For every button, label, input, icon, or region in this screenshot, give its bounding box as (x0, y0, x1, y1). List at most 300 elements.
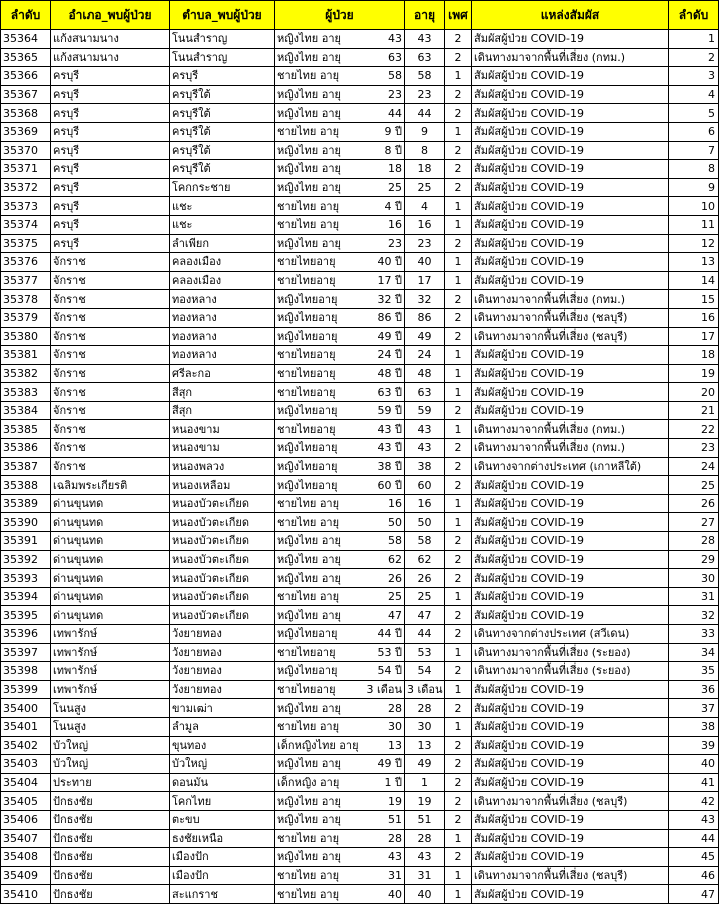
amphoe-cell: ด่านขุนทด (51, 606, 170, 625)
patient-age-text: 49 ปี (377, 757, 402, 771)
amphoe-cell: จักราช (51, 420, 170, 439)
seq-cell: 6 (669, 122, 719, 141)
tambon-cell: ครบุรี (170, 67, 275, 86)
tambon-cell: แชะ (170, 215, 275, 234)
sex-cell: 2 (445, 234, 472, 253)
age-cell: 19 (405, 792, 445, 811)
sex-cell: 2 (445, 141, 472, 160)
sex-cell: 1 (445, 215, 472, 234)
header-row (1, 1, 719, 30)
case-id-cell: 35401 (1, 717, 51, 736)
seq-cell: 32 (669, 606, 719, 625)
table-row (1, 829, 719, 848)
amphoe-cell: จักราช (51, 308, 170, 327)
tambon-cell: หนองขาม (170, 420, 275, 439)
sex-cell: 2 (445, 606, 472, 625)
patient-cell (275, 494, 405, 513)
seq-cell: 33 (669, 625, 719, 644)
tambon-cell: วังยายทอง (170, 643, 275, 662)
patient-label: หญิงไทยอายุ (277, 311, 338, 325)
patient-cell (275, 829, 405, 848)
patient-cell (275, 383, 405, 402)
patient-age-text: 16 (388, 218, 402, 232)
sex-cell: 2 (445, 104, 472, 123)
table-row (1, 550, 719, 569)
case-id-cell: 35406 (1, 810, 51, 829)
age-cell: 4 (405, 197, 445, 216)
sex-cell: 2 (445, 308, 472, 327)
seq-cell: 17 (669, 327, 719, 346)
tambon-cell: หนองบัวตะเกียด (170, 606, 275, 625)
sex-cell: 1 (445, 383, 472, 402)
source-cell: สัมผัสผู้ป่วย COVID-19 (472, 532, 669, 551)
tambon-cell: หนองขาม (170, 439, 275, 458)
table-row (1, 160, 719, 179)
patient-label: หญิงไทย อายุ (277, 88, 341, 102)
sex-cell: 2 (445, 30, 472, 49)
patient-age-text: 53 ปี (377, 645, 402, 659)
age-cell: 25 (405, 178, 445, 197)
source-cell: เดินทางมาจากพื้นที่เสี่ยง (ชลบุรี) (472, 327, 669, 346)
source-cell: สัมผัสผู้ป่วย COVID-19 (472, 476, 669, 495)
source-cell: สัมผัสผู้ป่วย COVID-19 (472, 885, 669, 904)
source-cell: สัมผัสผู้ป่วย COVID-19 (472, 513, 669, 532)
case-id-cell: 35370 (1, 141, 51, 160)
amphoe-cell: แก้งสนามนาง (51, 30, 170, 49)
sex-cell: 2 (445, 178, 472, 197)
patient-cell (275, 476, 405, 495)
sex-cell: 2 (445, 85, 472, 104)
case-id-cell: 35392 (1, 550, 51, 569)
amphoe-cell: ปักธงชัย (51, 792, 170, 811)
tambon-cell: ขามเฒ่า (170, 699, 275, 718)
age-cell: 32 (405, 290, 445, 309)
table-row (1, 717, 719, 736)
patient-age-text: 23 (388, 88, 402, 102)
case-id-cell: 35379 (1, 308, 51, 327)
patient-label: หญิงไทย อายุ (277, 534, 341, 548)
amphoe-cell: ครบุรี (51, 160, 170, 179)
tambon-cell: ครบุรีใต้ (170, 141, 275, 160)
case-id-cell: 35389 (1, 494, 51, 513)
case-id-cell: 35367 (1, 85, 51, 104)
amphoe-cell: จักราช (51, 439, 170, 458)
patient-age-text: 13 (388, 738, 402, 752)
patient-age-text: 38 ปี (377, 459, 402, 473)
source-cell: สัมผัสผู้ป่วย COVID-19 (472, 160, 669, 179)
patient-label: หญิงไทย อายุ (277, 106, 341, 120)
tambon-cell: หนองบัวตะเกียด (170, 550, 275, 569)
sex-cell: 2 (445, 550, 472, 569)
table-row (1, 215, 719, 234)
patient-label: หญิงไทยอายุ (277, 404, 338, 418)
patient-age-text: 63 ปี (377, 385, 402, 399)
case-id-cell: 35364 (1, 30, 51, 49)
age-cell: 24 (405, 346, 445, 365)
patient-cell (275, 810, 405, 829)
tambon-cell: หนองบัวตะเกียด (170, 494, 275, 513)
sex-cell: 1 (445, 122, 472, 141)
patient-label: ชายไทย อายุ (277, 720, 340, 734)
age-cell: 13 (405, 736, 445, 755)
patient-label: หญิงไทยอายุ (277, 478, 338, 492)
case-id-cell: 35396 (1, 625, 51, 644)
sex-cell: 2 (445, 569, 472, 588)
patient-cell (275, 67, 405, 86)
tambon-cell: ทองหลาง (170, 327, 275, 346)
case-id-cell: 35381 (1, 346, 51, 365)
source-cell: สัมผัสผู้ป่วย COVID-19 (472, 699, 669, 718)
tambon-cell: บัวใหญ่ (170, 755, 275, 774)
source-cell: สัมผัสผู้ป่วย COVID-19 (472, 736, 669, 755)
patient-cell (275, 85, 405, 104)
case-id-cell: 35388 (1, 476, 51, 495)
seq-cell: 43 (669, 810, 719, 829)
amphoe-cell: ด่านขุนทด (51, 532, 170, 551)
amphoe-cell: โนนสูง (51, 699, 170, 718)
patient-cell (275, 625, 405, 644)
age-cell: 63 (405, 48, 445, 67)
seq-cell: 22 (669, 420, 719, 439)
amphoe-cell: ปักธงชัย (51, 848, 170, 867)
case-id-cell: 35385 (1, 420, 51, 439)
sex-cell: 2 (445, 401, 472, 420)
seq-cell: 37 (669, 699, 719, 718)
amphoe-cell: จักราช (51, 253, 170, 272)
patient-cell (275, 420, 405, 439)
tambon-cell: ศรีละกอ (170, 364, 275, 383)
tambon-cell: โคกไทย (170, 792, 275, 811)
tambon-cell: วังยายทอง (170, 625, 275, 644)
seq-cell: 21 (669, 401, 719, 420)
amphoe-cell: จักราช (51, 346, 170, 365)
tambon-cell: วังยายทอง (170, 662, 275, 681)
age-cell: 58 (405, 532, 445, 551)
patient-label: ชายไทย อายุ (277, 515, 340, 529)
patient-age-text: 43 (388, 850, 402, 864)
patient-age-text: 62 (388, 552, 402, 566)
table-row (1, 885, 719, 904)
seq-cell: 35 (669, 662, 719, 681)
patient-label: ชายไทย อายุ (277, 590, 340, 604)
age-cell: 44 (405, 625, 445, 644)
source-cell: สัมผัสผู้ป่วย COVID-19 (472, 271, 669, 290)
table-row (1, 85, 719, 104)
age-cell: 17 (405, 271, 445, 290)
patient-cell (275, 755, 405, 774)
amphoe-cell: ปักธงชัย (51, 829, 170, 848)
patient-age-text: 17 ปี (377, 274, 402, 288)
patient-cell (275, 569, 405, 588)
patient-age-text: 40 (388, 887, 402, 901)
patient-age-text: 60 ปี (377, 478, 402, 492)
amphoe-cell: ปักธงชัย (51, 866, 170, 885)
patient-cell (275, 160, 405, 179)
age-cell: 49 (405, 755, 445, 774)
sex-cell: 1 (445, 364, 472, 383)
tambon-cell: โนนสำราญ (170, 30, 275, 49)
case-id-cell: 35404 (1, 773, 51, 792)
patient-label: ชายไทย อายุ (277, 218, 340, 232)
patient-cell (275, 178, 405, 197)
amphoe-cell: ปักธงชัย (51, 885, 170, 904)
case-id-cell: 35366 (1, 67, 51, 86)
patient-cell (275, 848, 405, 867)
table-row (1, 680, 719, 699)
seq-cell: 1 (669, 30, 719, 49)
source-cell: สัมผัสผู้ป่วย COVID-19 (472, 550, 669, 569)
seq-cell: 7 (669, 141, 719, 160)
patient-age-text: 50 (388, 515, 402, 529)
case-id-cell: 35375 (1, 234, 51, 253)
source-cell: สัมผัสผู้ป่วย COVID-19 (472, 494, 669, 513)
patient-age-text: 86 ปี (377, 311, 402, 325)
patient-cell (275, 30, 405, 49)
patient-label: ชายไทย อายุ (277, 887, 340, 901)
amphoe-cell: ด่านขุนทด (51, 587, 170, 606)
table-row (1, 67, 719, 86)
source-cell: เดินทางมาจากพื้นที่เสี่ยง (ชลบุรี) (472, 308, 669, 327)
case-id-cell: 35369 (1, 122, 51, 141)
case-id-cell: 35372 (1, 178, 51, 197)
table-row (1, 327, 719, 346)
patient-cell (275, 736, 405, 755)
sex-cell: 2 (445, 662, 472, 681)
case-id-cell: 35395 (1, 606, 51, 625)
patient-label: เด็กหญิงไทย อายุ (277, 738, 359, 752)
source-cell: สัมผัสผู้ป่วย COVID-19 (472, 587, 669, 606)
patient-age-text: 51 (388, 813, 402, 827)
patient-cell (275, 48, 405, 67)
amphoe-cell: จักราช (51, 401, 170, 420)
table-row (1, 197, 719, 216)
amphoe-cell: เฉลิมพระเกียรติ (51, 476, 170, 495)
tambon-cell: ดอนมัน (170, 773, 275, 792)
patient-age-text: 28 (388, 701, 402, 715)
age-cell: 1 (405, 773, 445, 792)
table-row (1, 271, 719, 290)
sex-cell: 2 (445, 792, 472, 811)
seq-cell: 47 (669, 885, 719, 904)
patient-label: ชายไทย อายุ (277, 69, 340, 83)
case-id-cell: 35400 (1, 699, 51, 718)
header-age: อายุ (405, 1, 445, 30)
tambon-cell: หนองบัวตะเกียด (170, 569, 275, 588)
source-cell: สัมผัสผู้ป่วย COVID-19 (472, 346, 669, 365)
age-cell: 53 (405, 643, 445, 662)
source-cell: เดินทางมาจากพื้นที่เสี่ยง (ระยอง) (472, 662, 669, 681)
source-cell: เดินทางจากต่างประเทศ (สวีเดน) (472, 625, 669, 644)
amphoe-cell: ครบุรี (51, 178, 170, 197)
source-cell: เดินทางมาจากพื้นที่เสี่ยง (กทม.) (472, 48, 669, 67)
source-cell: เดินทางมาจากพื้นที่เสี่ยง (กทม.) (472, 420, 669, 439)
table-row (1, 30, 719, 49)
age-cell: 28 (405, 699, 445, 718)
patient-age-text: 44 ปี (377, 627, 402, 641)
patient-label: ชายไทยอายุ (277, 366, 336, 380)
sex-cell: 1 (445, 271, 472, 290)
source-cell: สัมผัสผู้ป่วย COVID-19 (472, 606, 669, 625)
sex-cell: 1 (445, 829, 472, 848)
age-cell: 50 (405, 513, 445, 532)
patient-label: ชายไทยอายุ (277, 274, 336, 288)
source-cell: สัมผัสผู้ป่วย COVID-19 (472, 383, 669, 402)
table-row (1, 48, 719, 67)
age-cell: 25 (405, 587, 445, 606)
amphoe-cell: ครบุรี (51, 85, 170, 104)
table-row (1, 848, 719, 867)
sex-cell: 1 (445, 494, 472, 513)
patient-age-text: 30 (388, 720, 402, 734)
patient-cell (275, 532, 405, 551)
tambon-cell: โคกกระชาย (170, 178, 275, 197)
amphoe-cell: ด่านขุนทด (51, 513, 170, 532)
seq-cell: 4 (669, 85, 719, 104)
table-row (1, 476, 719, 495)
seq-cell: 38 (669, 717, 719, 736)
amphoe-cell: บัวใหญ่ (51, 736, 170, 755)
age-cell: 28 (405, 829, 445, 848)
seq-cell: 20 (669, 383, 719, 402)
table-row (1, 662, 719, 681)
age-cell: 44 (405, 104, 445, 123)
seq-cell: 27 (669, 513, 719, 532)
patient-age-text: 44 (388, 106, 402, 120)
seq-cell: 31 (669, 587, 719, 606)
table-row (1, 773, 719, 792)
patient-cell (275, 104, 405, 123)
age-cell: 86 (405, 308, 445, 327)
seq-cell: 39 (669, 736, 719, 755)
sex-cell: 2 (445, 160, 472, 179)
table-row (1, 513, 719, 532)
patient-age-text: 18 (388, 162, 402, 176)
patient-age-text: 8 ปี (384, 143, 402, 157)
age-cell: 38 (405, 457, 445, 476)
age-cell: 16 (405, 494, 445, 513)
source-cell: สัมผัสผู้ป่วย COVID-19 (472, 178, 669, 197)
case-id-cell: 35403 (1, 755, 51, 774)
case-id-cell: 35386 (1, 439, 51, 458)
age-cell: 48 (405, 364, 445, 383)
sex-cell: 1 (445, 346, 472, 365)
sex-cell: 2 (445, 457, 472, 476)
patient-age-text: 47 (388, 608, 402, 622)
tambon-cell: ครบุรีใต้ (170, 104, 275, 123)
patient-cell (275, 513, 405, 532)
source-cell: สัมผัสผู้ป่วย COVID-19 (472, 253, 669, 272)
patient-age-text: 48 ปี (377, 366, 402, 380)
age-cell: 54 (405, 662, 445, 681)
amphoe-cell: เทพารักษ์ (51, 643, 170, 662)
source-cell: สัมผัสผู้ป่วย COVID-19 (472, 104, 669, 123)
seq-cell: 41 (669, 773, 719, 792)
source-cell: สัมผัสผู้ป่วย COVID-19 (472, 30, 669, 49)
case-id-cell: 35394 (1, 587, 51, 606)
patient-age-text: 54 ปี (377, 664, 402, 678)
seq-cell: 46 (669, 866, 719, 885)
age-cell: 59 (405, 401, 445, 420)
patient-age-text: 16 (388, 497, 402, 511)
patient-cell (275, 401, 405, 420)
sex-cell: 1 (445, 643, 472, 662)
source-cell: เดินทางมาจากพื้นที่เสี่ยง (ชลบุรี) (472, 866, 669, 885)
patient-age-text: 19 (388, 794, 402, 808)
source-cell: สัมผัสผู้ป่วย COVID-19 (472, 755, 669, 774)
header-amphoe: อำเภอ_พบผู้ป่วย (51, 1, 170, 30)
seq-cell: 40 (669, 755, 719, 774)
seq-cell: 24 (669, 457, 719, 476)
source-cell: สัมผัสผู้ป่วย COVID-19 (472, 122, 669, 141)
table-row (1, 569, 719, 588)
patient-label: ชายไทยอายุ (277, 645, 336, 659)
tambon-cell: สะแกราช (170, 885, 275, 904)
tambon-cell: แชะ (170, 197, 275, 216)
sex-cell: 2 (445, 699, 472, 718)
tambon-cell: คลองเมือง (170, 271, 275, 290)
tambon-cell: ลำเพียก (170, 234, 275, 253)
amphoe-cell: จักราช (51, 383, 170, 402)
tambon-cell: ครบุรีใต้ (170, 160, 275, 179)
seq-cell: 28 (669, 532, 719, 551)
tambon-cell: หนองพลวง (170, 457, 275, 476)
table-row (1, 420, 719, 439)
sex-cell: 2 (445, 773, 472, 792)
source-cell: สัมผัสผู้ป่วย COVID-19 (472, 85, 669, 104)
patient-label: หญิงไทยอายุ (277, 329, 338, 343)
seq-cell: 5 (669, 104, 719, 123)
sex-cell: 1 (445, 513, 472, 532)
age-cell: 51 (405, 810, 445, 829)
table-row (1, 253, 719, 272)
seq-cell: 26 (669, 494, 719, 513)
tambon-cell: ทองหลาง (170, 308, 275, 327)
table-body (1, 30, 719, 904)
patient-age-text: 32 ปี (377, 292, 402, 306)
tambon-cell: ครบุรีใต้ (170, 85, 275, 104)
patient-cell (275, 885, 405, 904)
amphoe-cell: บัวใหญ่ (51, 755, 170, 774)
patient-label: หญิงไทย อายุ (277, 162, 341, 176)
sex-cell: 1 (445, 885, 472, 904)
table-row (1, 532, 719, 551)
age-cell: 31 (405, 866, 445, 885)
source-cell: สัมผัสผู้ป่วย COVID-19 (472, 829, 669, 848)
age-cell: 63 (405, 383, 445, 402)
patient-cell (275, 662, 405, 681)
sex-cell: 1 (445, 866, 472, 885)
patient-label: หญิงไทย อายุ (277, 50, 341, 64)
patient-age-text: 58 (388, 69, 402, 83)
sex-cell: 2 (445, 755, 472, 774)
patient-label: หญิงไทย อายุ (277, 608, 341, 622)
case-id-cell: 35384 (1, 401, 51, 420)
age-cell: 43 (405, 848, 445, 867)
table-row (1, 141, 719, 160)
source-cell: สัมผัสผู้ป่วย COVID-19 (472, 67, 669, 86)
table-row (1, 792, 719, 811)
case-id-cell: 35377 (1, 271, 51, 290)
patient-age-text: 23 (388, 236, 402, 250)
patient-age-text: 1 ปี (384, 776, 402, 790)
amphoe-cell: ครบุรี (51, 67, 170, 86)
patient-cell (275, 773, 405, 792)
seq-cell: 44 (669, 829, 719, 848)
patient-label: หญิงไทยอายุ (277, 627, 338, 641)
sex-cell: 2 (445, 810, 472, 829)
age-cell: 26 (405, 569, 445, 588)
patient-label: ชายไทย อายุ (277, 497, 340, 511)
